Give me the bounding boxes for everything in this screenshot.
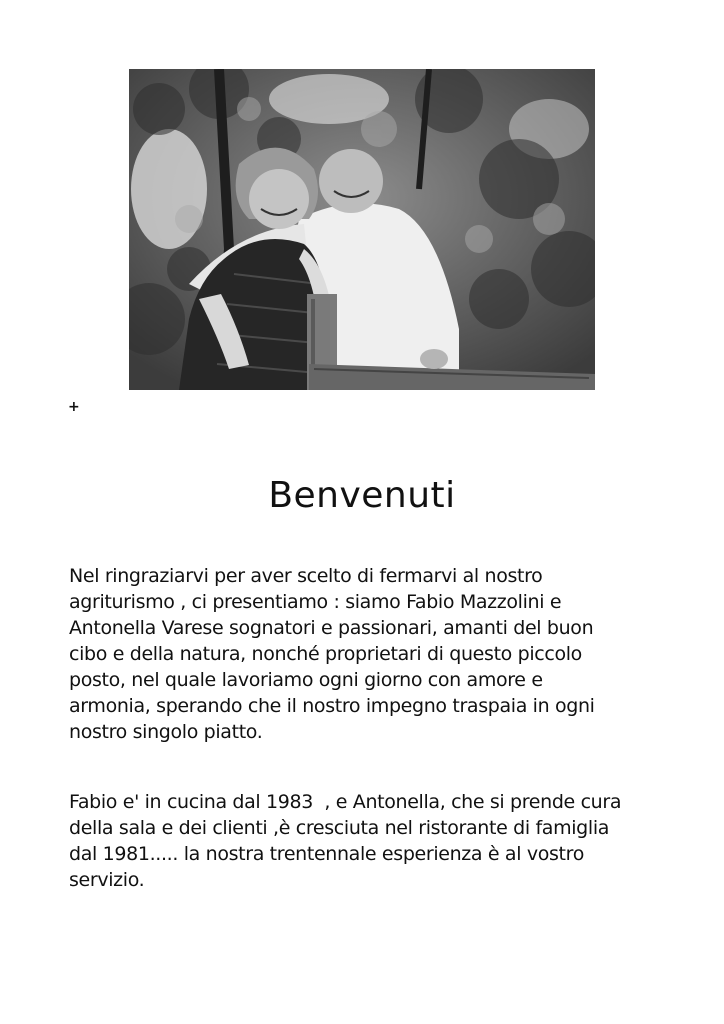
paragraph-line: cibo e della natura, nonché proprietari di questo piccolo (69, 643, 582, 665)
paragraph-line: armonia, sperando che il nostro impegno traspaia in ogni (69, 695, 595, 717)
paragraph-line: servizio. (69, 869, 145, 891)
history-paragraph (69, 789, 669, 893)
paragraph-line: Fabio e' in cucina dal 1983 , e Antonella, che si prende cura (69, 791, 622, 813)
portrait-photo (129, 69, 595, 390)
paragraph-line: posto, nel quale lavoriamo ogni giorno con amore e (69, 669, 543, 691)
paragraph-line: Nel ringraziarvi per aver scelto di fermarvi al nostro (69, 565, 543, 587)
plus-marker: + (68, 399, 80, 415)
portrait-photo-illustration (129, 69, 595, 390)
page-title: Benvenuti (268, 475, 456, 516)
paragraph-line: nostro singolo piatto. (69, 721, 263, 743)
paragraph-line: della sala e dei clienti ,è cresciuta nel ristorante di famiglia (69, 817, 610, 839)
intro-paragraph (69, 563, 669, 745)
paragraph-line: dal 1981..... la nostra trentennale esperienza è al vostro (69, 843, 584, 865)
paragraph-line: Antonella Varese sognatori e passionari, amanti del buon (69, 617, 594, 639)
paragraph-line: agriturismo , ci presentiamo : siamo Fabio Mazzolini e (69, 591, 562, 613)
